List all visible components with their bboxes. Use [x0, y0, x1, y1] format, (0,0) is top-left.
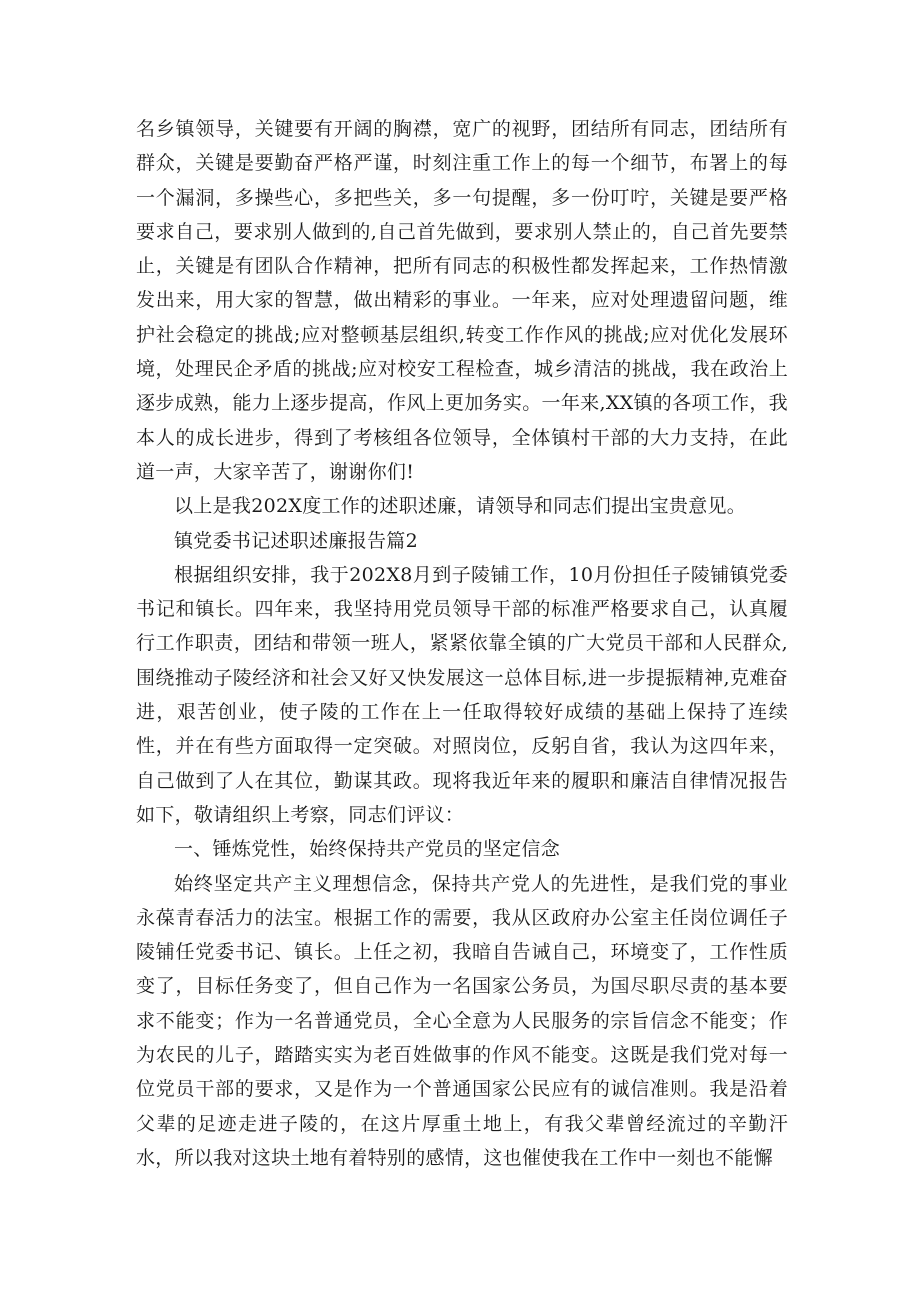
- paragraph-subsection-1-body: 始终坚定共产主义理想信念，保持共产党人的先进性，是我们党的事业永葆青春活力的法宝。根据工作的需要，我从区政府办公室主任岗位调任子陵铺任党委书记、镇长。上任之初，我暗自告诫自己，环境变了，工作性质变了，目标任务变了，但自己作为一名国家公务员，为国尽职尽责的基本要求不能变；作为一名普通党员，全心全意为人民服务的宗旨信念不能变；作为农民的儿子，踏踏实实为老百姓做事的作风不能变。这既是我们党对每一位党员干部的要求，又是作为一个普通国家公民应有的诚信准则。我是沿着父辈的足迹走进子陵的，在这片厚重土地上，有我父辈曾经流过的辛勤汗水，所以我对这块土地有着特别的感情，这也催使我在工作中一刻也不能懈: [136, 872, 788, 1169]
- subsection-heading-1: 一、锤炼党性，始终保持共产党员的坚定信念: [174, 838, 561, 861]
- paragraph-introduction: 根据组织安排，我于202X8月到子陵铺工作，10月份担任子陵铺镇党委书记和镇长。四年来，我坚持用党员领导干部的标准严格要求自己，认真履行工作职责，团结和带领一班人，紧紧依靠全镇的广大党员干部和人民群众,围绕推动子陵经济和社会又好又快发展这一总体目标,进一步提振精神,克难奋进，艰苦创业，使子陵的工作在上一任取得较好成绩的基础上保持了连续性，并在有些方面取得一定突破。对照岗位，反躬自省，我认为这四年来，自己做到了人在其位，勤谋其政。现将我近年来的履职和廉洁自律情况报告如下，敬请组织上考察，同志们评议：: [136, 563, 788, 826]
- paragraph-continuation: 名乡镇领导，关键要有开阔的胸襟，宽广的视野，团结所有同志，团结所有群众，关键是要勤奋严格严谨，时刻注重工作上的每一个细节，布署上的每一个漏洞，多操些心，多把些关，多一句提醒，多一份叮咛，关键是要严格要求自己，要求别人做到的,自己首先做到，要求别人禁止的，自己首先要禁止，关键是有团队合作精神，把所有同志的积极性都发挥起来，工作热情激发出来，用大家的智慧，做出精彩的事业。一年来，应对处理遗留问题，维护社会稳定的挑战;应对整顿基层组织,转变工作作风的挑战;应对优化发展环境，处理民企矛盾的挑战;应对校安工程检查，城乡清洁的挑战，我在政治上逐步成熟，能力上逐步提高，作风上更加务实。一年来,XX镇的各项工作，我本人的成长进步，得到了考核组各位领导，全体镇村干部的大力支持，在此道一声，大家辛苦了，谢谢你们!: [136, 118, 788, 483]
- paragraph-closing-remark: 以上是我202X度工作的述职述廉，请领导和同志们提出宝贵意见。: [174, 495, 747, 518]
- section-heading-report-2: 镇党委书记述职述廉报告篇2: [174, 529, 418, 552]
- document-body: [136, 112, 788, 1175]
